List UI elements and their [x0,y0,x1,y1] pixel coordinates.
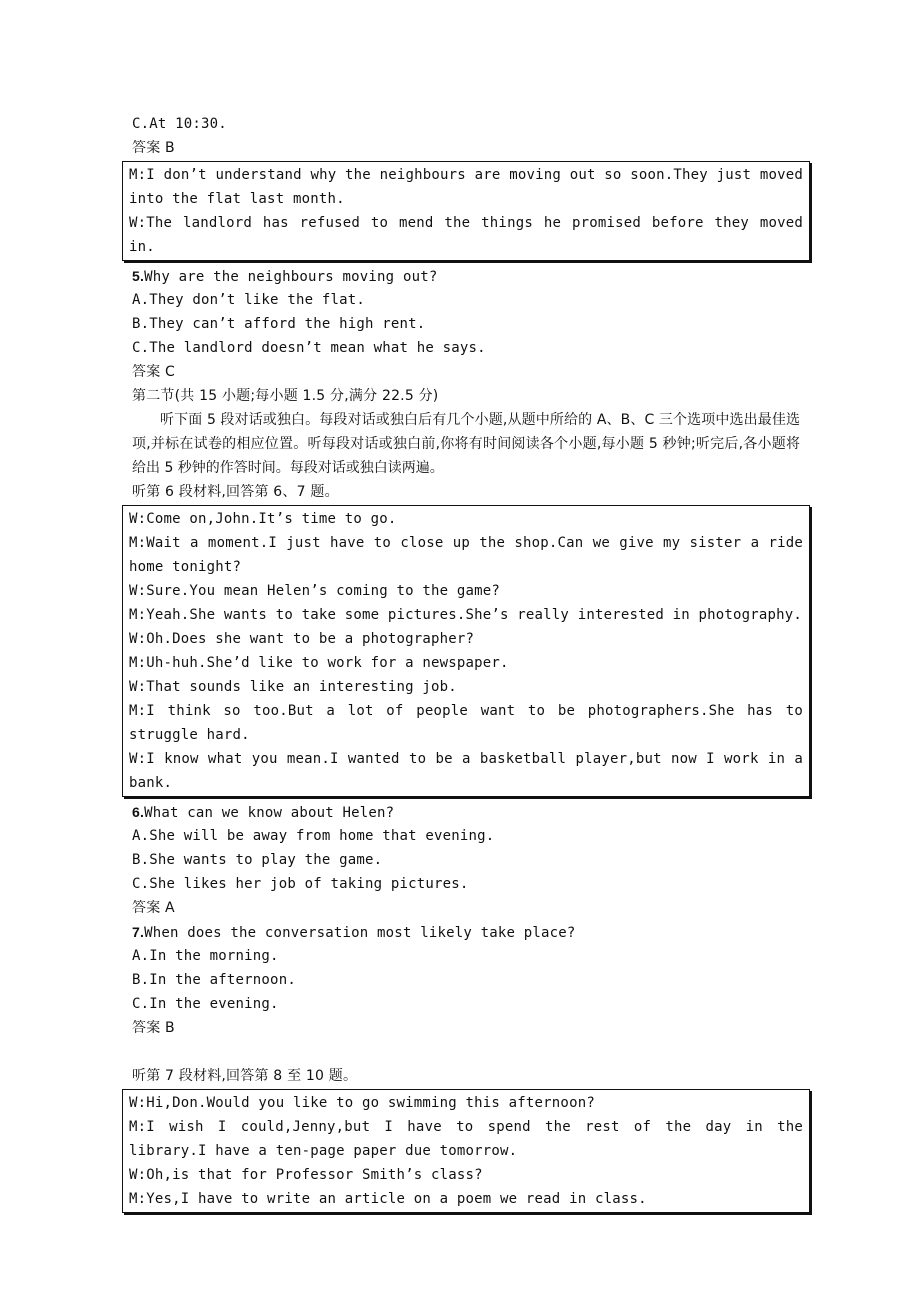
spacer [132,1040,800,1064]
question-text: When does the conversation most likely take place? [144,925,576,941]
question-6 [132,800,800,824]
dialog-line: W:That sounds like an interesting job. [129,679,457,695]
option-c: C.In the evening. [132,996,279,1012]
dialog-line: W:Oh.Does she want to be a photographer? [129,631,475,647]
question-number: 6. [132,804,145,820]
dialog-line: M:I wish I could,Jenny,but I have to spend the rest of the day in the library.I have a ten-page paper due tomorrow. [129,1119,803,1159]
dialog-line: M:I don’t understand why the neighbours are moving out so soon.They just moved into the flat last month. [129,167,803,207]
option-a: A.In the morning. [132,948,279,964]
answer: 答案 C [132,364,176,380]
dialog-line: M:Yes,I have to write an article on a poem we read in class. [129,1191,647,1207]
section-heading: 第二节(共 15 小题;每小题 1.5 分,满分 22.5 分) [132,388,439,404]
option-b: B.In the afternoon. [132,972,296,988]
dialog-box-6 [122,505,810,797]
dialog-line: W:Come on,John.It’s time to go. [129,511,397,527]
option-b: B.They can’t afford the high rent. [132,316,426,332]
material-7-heading: 听第 7 段材料,回答第 8 至 10 题。 [132,1068,358,1084]
option-c: C.She likes her job of taking pictures. [132,876,469,892]
dialog-line: M:Yeah.She wants to take some pictures.She’s really interested in photography. [129,607,803,623]
option-a: A.She will be away from home that evening. [132,828,495,844]
option-b: B.She wants to play the game. [132,852,383,868]
dialog-line: W:Hi,Don.Would you like to go swimming this afternoon? [129,1095,595,1111]
material-6-heading: 听第 6 段材料,回答第 6、7 题。 [132,484,339,500]
question-number: 7. [132,924,145,940]
option-c: C.The landlord doesn’t mean what he says. [132,340,486,356]
dialog-line: W:The landlord has refused to mend the things he promised before they moved in. [129,215,803,255]
answer: 答案 A [132,900,175,916]
option-a: A.They don’t like the flat. [132,292,365,308]
question-5 [132,264,800,288]
question-text: What can we know about Helen? [144,805,395,821]
dialog-line: M:I think so too.But a lot of people want to be photographers.She has to struggle hard. [129,703,803,743]
dialog-line: W:Oh,is that for Professor Smith’s class? [129,1167,483,1183]
document-page [129,112,803,1216]
question-text: Why are the neighbours moving out? [144,269,438,285]
section-instructions: 听下面 5 段对话或独白。每段对话或独白后有几个小题,从题中所给的 A、B、C 三个选项中选出最佳选项,并标在试卷的相应位置。听每段对话或独白前,你将有时间阅读各个小题,每小题 5 秒钟;听完后,各小题将给出 5 秒钟的作答时间。每段对话或独白读两遍。 [132,412,800,476]
dialog-box-5 [122,161,810,261]
dialog-line: W:Sure.You mean Helen’s coming to the game? [129,583,501,599]
dialog-line: M:Uh-huh.She’d like to work for a newspaper. [129,655,509,671]
option-c-prev: C.At 10:30. [132,116,227,132]
dialog-line: M:Wait a moment.I just have to close up the shop.Can we give my sister a ride home tonight? [129,535,803,575]
answer: 答案 B [132,1020,175,1036]
answer-prev: 答案 B [132,140,175,156]
question-number: 5. [132,268,145,284]
dialog-box-7 [122,1089,810,1213]
dialog-line: W:I know what you mean.I wanted to be a basketball player,but now I work in a bank. [129,751,803,791]
question-7 [132,920,800,944]
